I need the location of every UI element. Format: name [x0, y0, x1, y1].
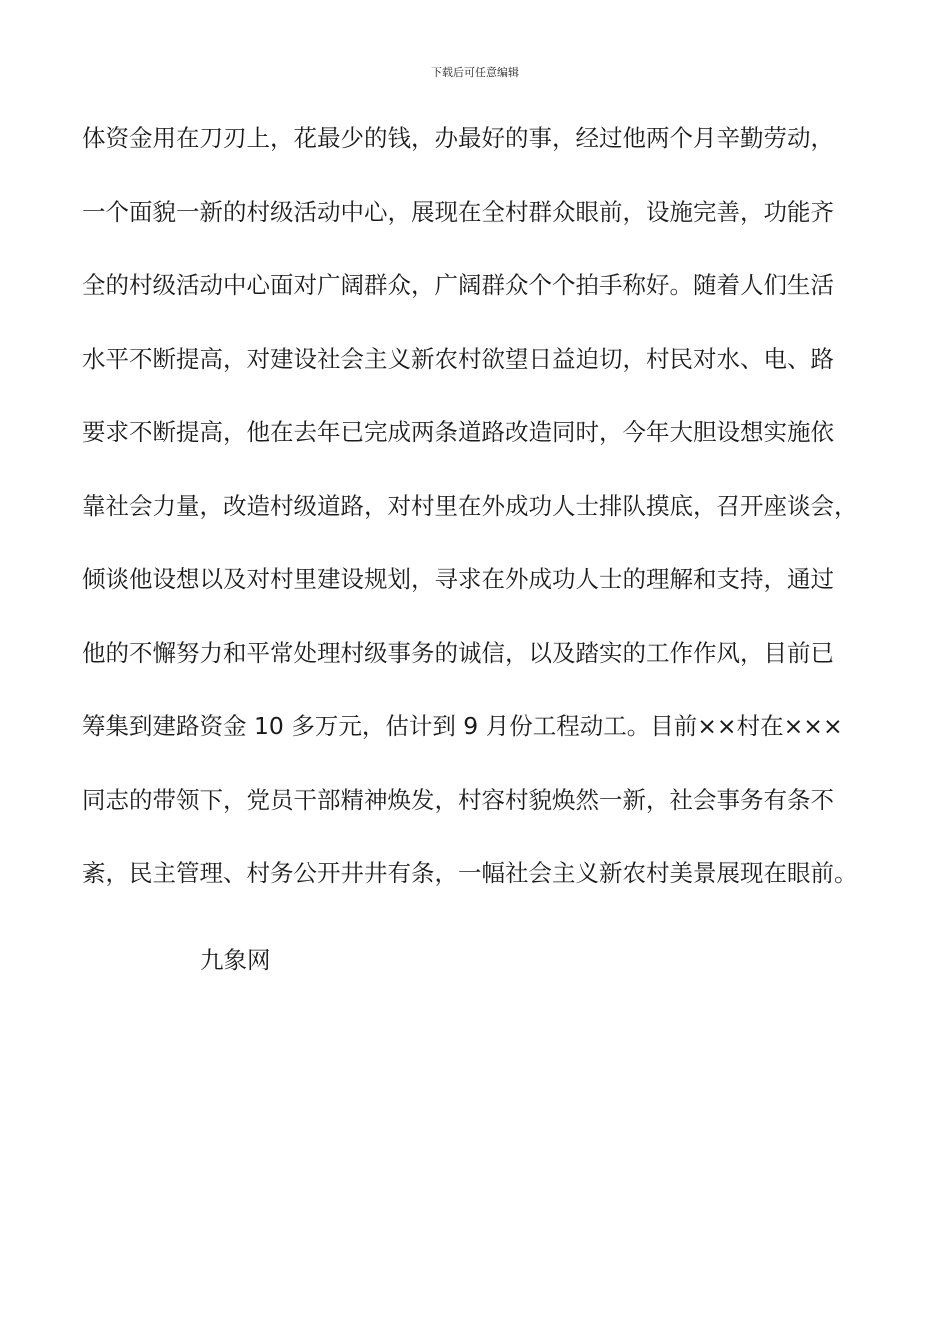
body-line: 筹集到建路资金 10 多万元，估计到 9 月份工程动工。目前××村在××× — [82, 712, 843, 740]
body-line: 水平不断提高，对建设社会主义新农村欲望日益迫切，村民对水、电、路 — [82, 344, 834, 373]
signature: 九象网 — [200, 946, 271, 974]
body-text — [82, 118, 882, 927]
body-line: 一个面貌一新的村级活动中心，展现在全村群众眼前，设施完善，功能齐 — [82, 197, 834, 226]
body-line: 紊，民主管理、村务公开井井有条，一幅社会主义新农村美景展现在眼前。 — [82, 859, 858, 887]
body-line: 靠社会力量，改造村级道路，对村里在外成功人士排队摸底，召开座谈会， — [82, 491, 858, 520]
body-line: 他的不懈努力和平常处理村级事务的诚信，以及踏实的工作作风，目前已 — [82, 638, 834, 667]
body-line: 要求不断提高，他在去年已完成两条道路改造同时，今年大胆设想实施依 — [82, 418, 834, 446]
body-line: 全的村级活动中心面对广阔群众，广阔群众个个拍手称好。随着人们生活 — [82, 271, 834, 299]
body-line: 同志的带领下，党员干部精神焕发，村容村貌焕然一新，社会事务有条不 — [82, 785, 834, 814]
page-header: 下载后可任意编辑 — [431, 66, 519, 79]
body-line: 倾谈他设想以及对村里建设规划，寻求在外成功人士的理解和支持，通过 — [82, 565, 834, 593]
body-line: 体资金用在刀刃上，花最少的钱，办最好的事，经过他两个月辛勤劳动， — [82, 124, 834, 152]
